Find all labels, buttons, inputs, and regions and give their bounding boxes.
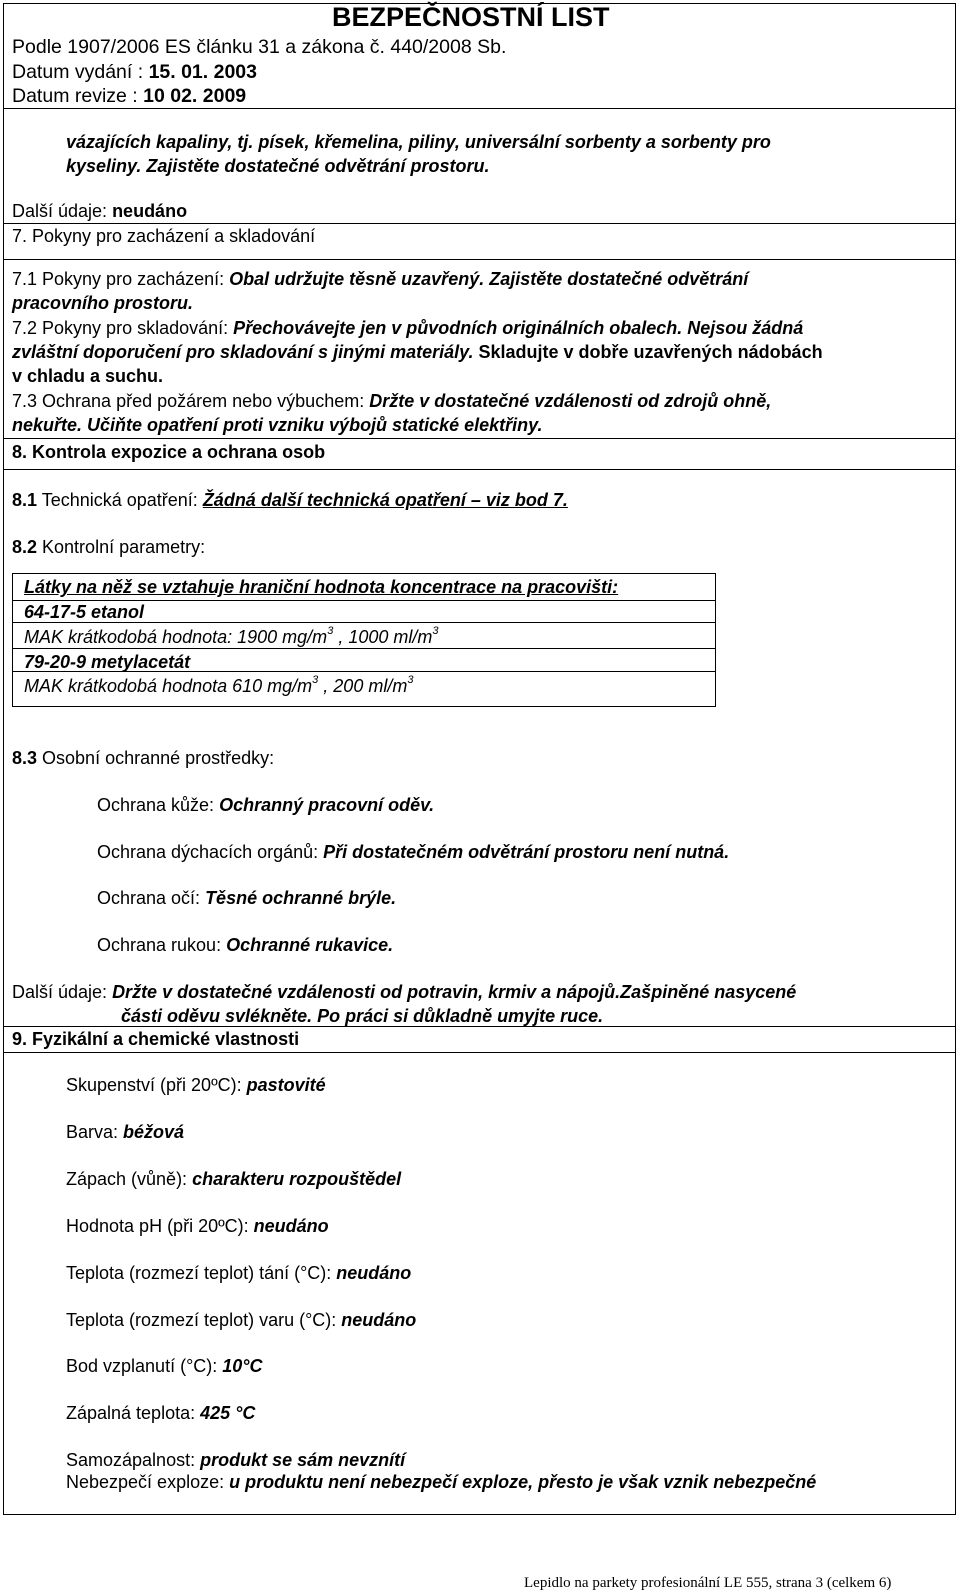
color-value: béžová: [123, 1122, 185, 1142]
skin-protection: [97, 793, 434, 817]
divider: [3, 438, 956, 439]
ph-label: Hodnota pH (při 20ºC):: [66, 1216, 254, 1236]
ignition-temperature: [66, 1401, 255, 1425]
respiratory-protection-value: Při dostatečném odvětrání prostoru není nutná.: [323, 842, 730, 862]
issue-date-line: [12, 61, 257, 84]
physical-state-label: Skupenství (při 20ºC):: [66, 1075, 247, 1095]
s8-further-line1: [12, 980, 796, 1004]
s7-p3-label: Ochrana před požárem nebo výbuchem:: [37, 391, 370, 411]
table-substance-2: 79-20-9 metylacetát: [24, 652, 191, 672]
explosion-hazard: [66, 1470, 816, 1494]
s8-heading: 8. Kontrola expozice a ochrana osob: [12, 442, 326, 462]
flash-point-label: Bod vzplanutí (°C):: [66, 1356, 223, 1376]
s7-p3-line2: nekuřte. Učiňte opatření proti vzniku výbojů statické elektřiny.: [12, 415, 543, 435]
ph-val: neudáno: [253, 1216, 329, 1236]
boiling-point-value: neudáno: [341, 1310, 417, 1330]
divider: [3, 259, 956, 260]
limit-2-b: , 200 ml/m: [318, 676, 408, 696]
melting-point: [66, 1261, 411, 1285]
s7-p2-line3: v chladu a suchu.: [12, 366, 164, 386]
s7-p2-value-cont: Nejsou žádná: [682, 318, 804, 338]
s9-heading: 9. Fyzikální a chemické vlastnosti: [12, 1029, 300, 1049]
hand-protection: [97, 933, 393, 957]
limit-2-sup-a: 3: [312, 674, 319, 686]
document-title: BEZPEČNOSTNÍ LIST: [332, 2, 610, 32]
flash-point: [66, 1354, 262, 1378]
s8-p3-label: Osobní ochranné prostředky:: [37, 748, 275, 768]
skin-protection-label: Ochrana kůže:: [97, 795, 220, 815]
explosion-hazard-label: Nebezpečí exploze:: [66, 1472, 230, 1492]
ignition-temperature-value: 425 °C: [200, 1403, 256, 1423]
limit-1-sup-b: 3: [432, 625, 439, 637]
limit-1-a: MAK krátkodobá hodnota: 1900 mg/m: [24, 627, 328, 647]
s7-p2-label: Pokyny pro skladování:: [37, 318, 234, 338]
table-substance-1: 64-17-5 etanol: [24, 602, 145, 622]
hand-protection-value: Ochranné rukavice.: [226, 935, 394, 955]
divider: [3, 1052, 956, 1053]
s7-p2-line1: [12, 316, 803, 340]
s7-p3-value: Držte v dostatečné vzdálenosti od zdrojů ohně,: [369, 391, 772, 411]
s6-text-line2: kyseliny. Zajistěte dostatečné odvětrání prostoru.: [66, 156, 490, 176]
physical-state: [66, 1073, 326, 1097]
s7-p3-line1: [12, 389, 771, 413]
s8-further-label: Další údaje:: [12, 982, 113, 1002]
flash-point-value: 10°C: [222, 1356, 263, 1376]
ph-value: [66, 1214, 329, 1238]
s7-heading: 7. Pokyny pro zacházení a skladování: [12, 226, 316, 246]
table-limit-1: [24, 625, 438, 649]
hand-protection-label: Ochrana rukou:: [97, 935, 227, 955]
odor-value: charakteru rozpouštědel: [192, 1169, 402, 1189]
limit-1-sup-a: 3: [327, 625, 334, 637]
s7-p3-number: 7.3: [12, 391, 38, 411]
page-footer: Lepidlo na parkety profesionální LE 555, strana 3 (celkem 6): [524, 1575, 892, 1591]
eye-protection-value: Těsné ochranné brýle.: [205, 888, 397, 908]
s8-p3-number: 8.3: [12, 748, 38, 768]
issue-date-label: Datum vydání :: [12, 61, 149, 83]
s7-p1-line2: pracovního prostoru.: [12, 293, 194, 313]
s6-text-line1: vázajících kapaliny, tj. písek, křemelina, piliny, universální sorbenty a sorbenty pro: [66, 132, 771, 152]
eye-protection: [97, 886, 396, 910]
s6-further-label: Další údaje:: [12, 201, 113, 221]
s8-p2: [12, 535, 205, 559]
s8-p2-label: Kontrolní parametry:: [37, 537, 206, 557]
odor-label: Zápach (vůně):: [66, 1169, 193, 1189]
limit-1-b: , 1000 ml/m: [333, 627, 433, 647]
revision-date-label: Datum revize :: [12, 85, 144, 107]
color-label: Barva:: [66, 1122, 124, 1142]
self-ignition-value: produkt se sám nevznítí: [200, 1450, 406, 1470]
respiratory-protection-label: Ochrana dýchacích orgánů:: [97, 842, 324, 862]
s7-p2-value: Přechovávejte jen v původních originálních obalech.: [233, 318, 683, 338]
s8-further-line2: části oděvu svlékněte. Po práci si důkladně umyjte ruce.: [121, 1006, 604, 1026]
s6-further-info: [12, 199, 187, 223]
issue-date-value: 15. 01. 2003: [148, 61, 257, 83]
melting-point-value: neudáno: [336, 1263, 412, 1283]
s7-p2-line2-b: Skladujte v dobře uzavřených nádobách: [473, 342, 823, 362]
s7-p1-line1: [12, 267, 748, 291]
s6-further-value: neudáno: [112, 201, 188, 221]
table-header: Látky na něž se vztahuje hraniční hodnota koncentrace na pracovišti:: [24, 577, 619, 597]
color: [66, 1120, 184, 1144]
s8-further-value: Držte v dostatečné vzdálenosti od potravin, krmiv a nápojů.Zašpiněné nasycené: [112, 982, 797, 1002]
skin-protection-value: Ochranný pracovní oděv.: [219, 795, 435, 815]
melting-point-label: Teplota (rozmezí teplot) tání (°C):: [66, 1263, 337, 1283]
s8-p1-label: Technická opatření:: [37, 490, 203, 510]
eye-protection-label: Ochrana očí:: [97, 888, 206, 908]
ignition-temperature-label: Zápalná teplota:: [66, 1403, 201, 1423]
odor: [66, 1167, 401, 1191]
s7-p2-number: 7.2: [12, 318, 38, 338]
boiling-point-label: Teplota (rozmezí teplot) varu (°C):: [66, 1310, 342, 1330]
limit-2-a: MAK krátkodobá hodnota 610 mg/m: [24, 676, 313, 696]
s7-p2-line2: [12, 340, 823, 364]
self-ignition-label: Samozápalnost:: [66, 1450, 201, 1470]
s8-p2-number: 8.2: [12, 537, 38, 557]
s7-p1-value-cont: Zajistěte dostatečné odvětrání: [484, 269, 749, 289]
revision-date-value: 10 02. 2009: [143, 85, 247, 107]
s8-p3: [12, 746, 274, 770]
s8-p1-value: Žádná další technická opatření – viz bod 7.: [202, 490, 568, 510]
table-limit-2: [24, 674, 413, 698]
revision-date-line: [12, 85, 246, 108]
s7-p1-number: 7.1: [12, 269, 38, 289]
physical-state-value: pastovité: [246, 1075, 326, 1095]
s7-p1-value: Obal udržujte těsně uzavřený.: [229, 269, 485, 289]
divider: [3, 469, 956, 470]
boiling-point: [66, 1308, 416, 1332]
limit-2-sup-b: 3: [407, 674, 414, 686]
s7-p2-line2-a: zvláštní doporučení pro skladování s jinými materiály.: [12, 342, 474, 362]
self-ignition: [66, 1448, 405, 1472]
regulation-line: Podle 1907/2006 ES článku 31 a zákona č. 440/2008 Sb.: [12, 36, 507, 58]
s8-p1: [12, 488, 568, 512]
s8-p1-number: 8.1: [12, 490, 38, 510]
s7-p1-label: Pokyny pro zacházení:: [37, 269, 230, 289]
explosion-hazard-value: u produktu není nebezpečí exploze, přesto je však vznik nebezpečné: [229, 1472, 817, 1492]
respiratory-protection: [97, 840, 729, 864]
